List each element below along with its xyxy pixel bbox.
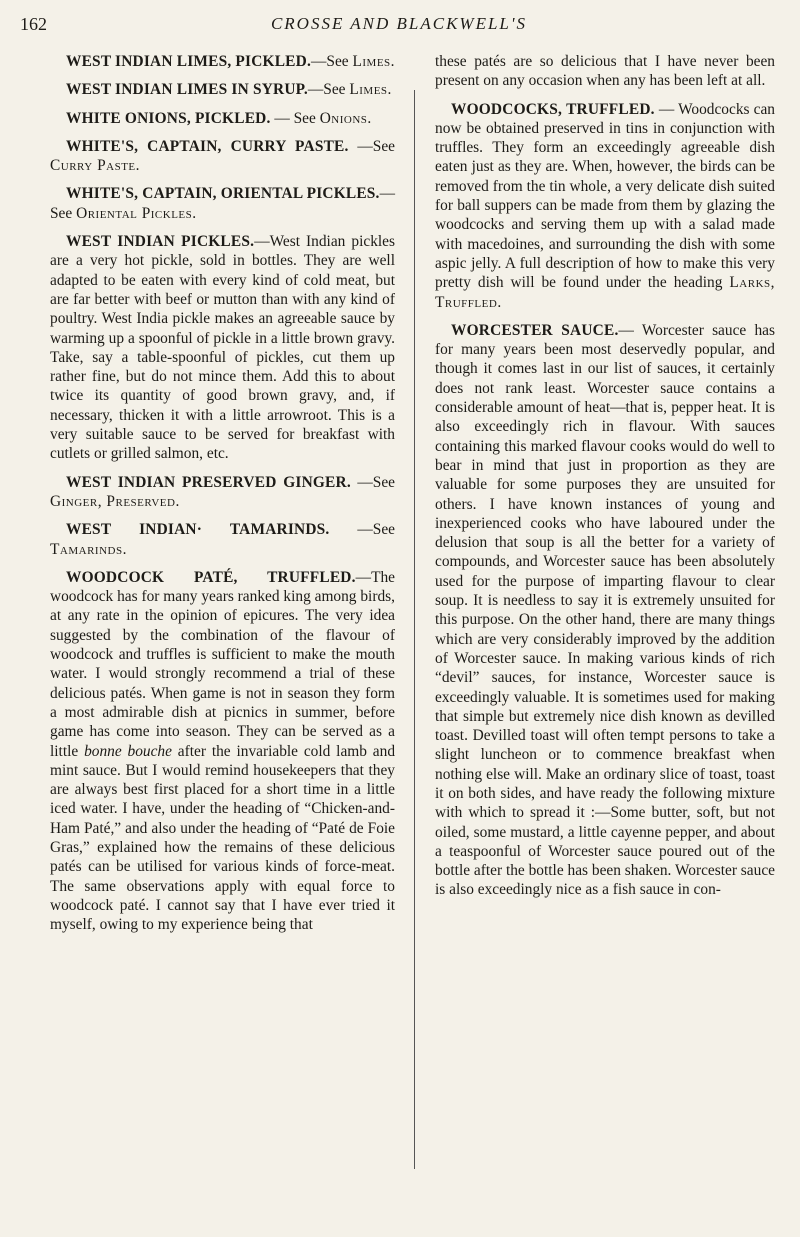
entry-whites-curry-paste: WHITE'S, CAPTAIN, CURRY PASTE. —See Curry Paste. [50,137,395,175]
right-column [435,52,775,909]
entry-woodcocks-truffled: WOODCOCKS, TRUFFLED. — Woodcocks can now be obtained preserved in tins in conjunction with truffles. They form an exceedingly agreeable dish eaten just as they are. When, however, the birds can be removed from the tin whole, a very delicate dish suited for ball suppers can be made from them by glazing the woodcocks and serving them up with a salad made with macedoines, and surrounding the dish with some aspic jelly. A full description of how to make this very pretty dish will be found under the heading Larks, Truffled. [435,100,776,311]
page-header [20,14,778,40]
entry-white-onions-pickled: WHITE ONIONS, PICKLED. — See Onions. [66,109,372,127]
entry-woodcock-pate-truffled: WOODCOCK PATÉ, TRUFFLED.—The woodcock has for many years ranked king among birds, at any rate in the opinion of epicures. The very idea suggested by the combination of the flavour of woodcock and truffles is sufficient to make the mouth water. I would strongly recommend a trial of these delicious patés. When game is not in season they form a most admirable dish at picnics in summer, before game has come into season. They can be served as a little bonne bouche after the invariable cold lamb and mint sauce. But I would remind housekeepers that they are always best first placed for a short time in a little iced water. I have, under the heading of “Chicken-and-Ham Paté,” and also under the heading of “Paté de Foie Gras,” explained how the remains of these delicious patés can be utilised for various kinds of force-meat. The same observations apply with equal force to woodcock paté. I cannot say that I have ever tried it myself, owing to my experience being that [50,568,396,934]
entry-west-indian-preserved-ginger: WEST INDIAN PRESERVED GINGER. —See Ginger, Preserved. [50,473,395,510]
entry-west-indian-tamarinds: WEST INDIAN· TAMARINDS. —See Tamarinds. [50,521,395,558]
entry-continuation: these patés are so delicious that I have never been present on any occasion when any has been left at all. [435,53,775,90]
page-number: 162 [20,14,47,34]
entry-west-indian-limes-pickled: WEST INDIAN LIMES, PICKLED.—See Limes. [66,53,395,70]
entry-whites-oriental-pickles: WHITE'S, CAPTAIN, ORIENTAL PICKLES.—See Oriental Pickles. [50,185,395,222]
left-column [50,52,395,943]
running-head: CROSSE AND BLACKWELL'S [270,14,528,33]
entry-west-indian-pickles: WEST INDIAN PICKLES.—West Indian pickles are a very hot pickle, sold in bottles. They are well adapted to be eaten with every kind of cold meat, but are far better with beef or mutton than with any kind of poultry. West India pickle makes an agreeable sauce by warming up a spoonful of pickle in a little brown gravy. Take, say a table-spoonful of pickles, cut them up rather fine, but do not mince them. Add this to about twice its quantity of good brown gravy, and, if necessary, thicken it with a little arrowroot. This is a very suitable sauce to be served for breakfast with cutlets or grilled salmon, etc. [50,233,395,463]
column-divider [414,90,415,1169]
entry-west-indian-limes-syrup: WEST INDIAN LIMES IN SYRUP.—See Limes. [66,81,392,99]
entry-worcester-sauce: WORCESTER SAUCE.— Worcester sauce has for many years been most deservedly popular, and though it comes last in our list of sauces, it certainly does not rank least. Worcester sauce contains a considerable amount of heat—that is, pepper heat. It is also exceedingly rich in flavour. With sauces containing this marked flavour cooks would do well to bear in mind that just in proportion as they are valuable for some purposes they are unsuited for others. I have known instances of young and inexperienced cooks who have laboured under the delusion that soup is all the better for a variety of compounds, and Worcester sauce has been absolutely used for the purpose of imparting flavour to clear soup. It is needless to say it is extremely unsuited for this purpose. On the other hand, there are many things which are very considerably improved by the addition of Worcester sauce. In making various kinds of rich “devil” sauces, for instance, Worcester sauce is exceedingly valuable. It is sometimes used for making that simple but extremely nice dish known as devilled toast. Devilled toast will often tempt persons to take a slight luncheon or to commence breakfast when nothing else will. Make an ordinary slice of toast, toast it on both sides, and have ready the following mixture with which to spread it :—Some butter, soft, but not oiled, some mustard, a little cayenne pepper, and about a teaspoonful of Worcester sauce poured out of the bottle after the bottle has been shaken. Worcester sauce is also exceedingly nice as a fish sauce in con- [435,321,775,899]
